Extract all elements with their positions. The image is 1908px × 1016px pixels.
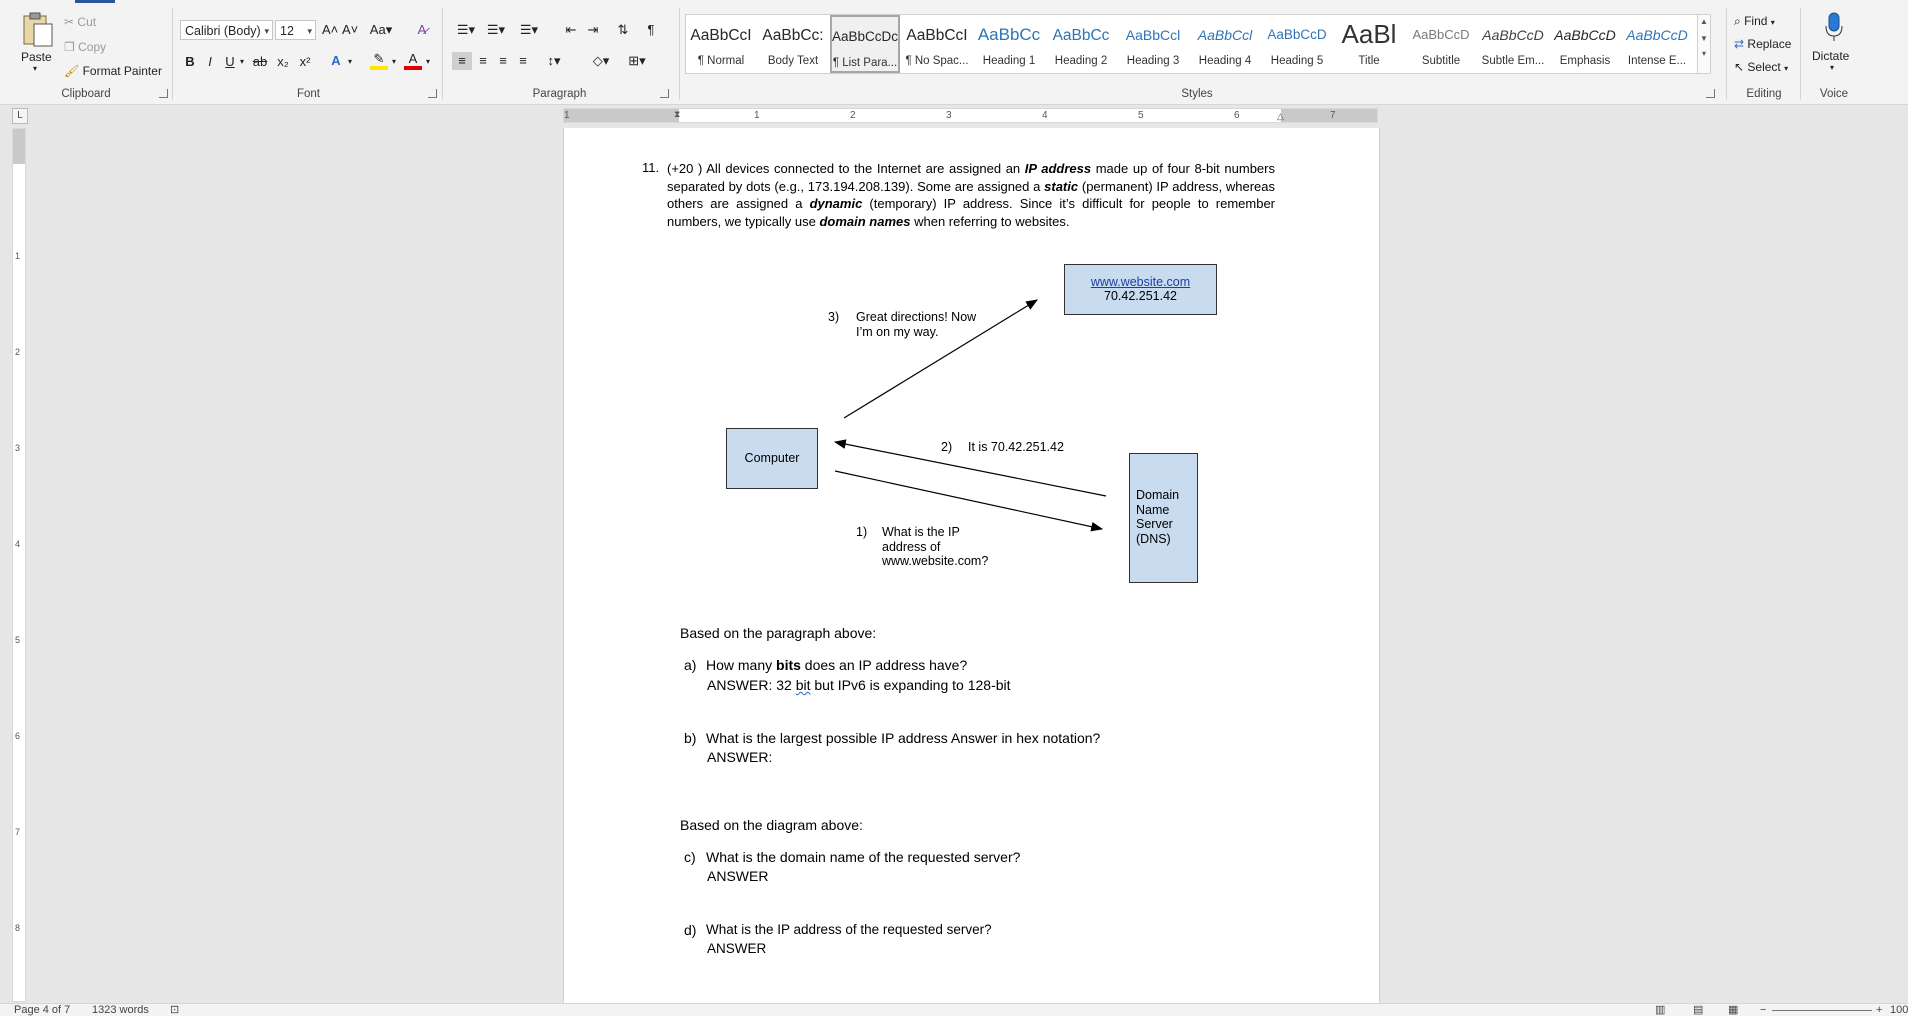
cursor-icon: ↖	[1734, 60, 1745, 74]
scroll-down-icon[interactable]: ▼	[1700, 34, 1708, 43]
question-letter: c)	[684, 849, 696, 865]
italic-button[interactable]: I	[208, 54, 212, 69]
ruler-number: 7	[1330, 110, 1336, 121]
indent-marker-icon[interactable]: ⧗	[674, 109, 681, 119]
style-preview: AaBbCc	[1052, 27, 1110, 44]
emphasis-text: domain names	[819, 213, 911, 229]
align-center-icon[interactable]: ≡	[479, 53, 487, 68]
style-preview: AaBbCcDc	[832, 29, 898, 44]
divider	[172, 8, 173, 100]
editing-group	[1730, 0, 1798, 104]
style-name: Intense E...	[1627, 55, 1687, 67]
shrink-font-button[interactable]: A˅	[342, 22, 359, 37]
style-body-text[interactable]	[758, 15, 828, 73]
paste-icon	[20, 12, 54, 48]
clipboard-group-label: Clipboard	[61, 88, 111, 100]
replace-label: Replace	[1747, 37, 1792, 51]
style-preview: AaBbCcD	[1626, 27, 1688, 43]
decrease-indent-icon[interactable]: ⇤	[565, 22, 577, 37]
answer-b[interactable]: ANSWER:	[707, 749, 773, 765]
ruler-number: 3	[946, 110, 952, 121]
question-bold: bits	[776, 657, 801, 673]
question-letter: b)	[684, 730, 697, 746]
line-spacing-icon[interactable]: ↕▾	[547, 53, 561, 68]
zoom-out-icon[interactable]: −	[1760, 1004, 1767, 1016]
emphasis-text: dynamic	[809, 196, 863, 211]
website-ip: 70.42.251.42	[1104, 289, 1177, 303]
read-mode-icon[interactable]: ▥	[1655, 1004, 1666, 1016]
question-a	[706, 657, 967, 673]
question-letter: d)	[684, 922, 697, 938]
step3-line: Great directions! Now	[856, 310, 977, 324]
format-painter-button[interactable]	[64, 64, 162, 78]
style-preview: AaBbCcl	[1125, 27, 1181, 43]
text-effects-icon[interactable]: A	[331, 53, 341, 68]
ruler-number: 5	[15, 635, 21, 645]
style-name: ¶ No Spac...	[905, 55, 969, 67]
style-preview: AaBbCcD	[1482, 27, 1544, 43]
show-marks-button[interactable]: ¶	[647, 22, 655, 37]
editing-group-label: Editing	[1746, 88, 1782, 100]
style-name: Body Text	[767, 55, 819, 67]
dictate-label: Dictate	[1812, 49, 1850, 63]
chevron-down-icon: ▾	[1784, 64, 1789, 73]
grow-font-button[interactable]: A˄	[322, 22, 339, 37]
change-case-button[interactable]: Aa▾	[369, 22, 393, 37]
answer-d[interactable]: ANSWER	[707, 941, 767, 956]
style-heading-2[interactable]	[1046, 15, 1116, 73]
style-heading-4[interactable]	[1190, 15, 1260, 73]
style-name: ¶ List Para...	[832, 57, 898, 69]
voice-group	[1804, 0, 1864, 104]
dns-label: Name	[1136, 502, 1170, 517]
increase-indent-icon[interactable]: ⇥	[587, 22, 599, 37]
copy-button[interactable]	[64, 40, 106, 54]
spelling-flag[interactable]: bit	[795, 677, 811, 693]
paragraph-text: when referring to websites.	[910, 213, 1070, 229]
paragraph-text: (permanent) IP address, whereas others are assigned a	[667, 178, 1275, 211]
cut-label: Cut	[77, 15, 97, 29]
zoom-in-icon[interactable]: +	[1876, 1004, 1883, 1016]
web-layout-icon[interactable]: ▦	[1728, 1004, 1739, 1016]
style-heading-3[interactable]	[1118, 15, 1188, 73]
step1-number: 1)	[856, 525, 868, 539]
select-button[interactable]	[1734, 60, 1788, 74]
question-letter: a)	[684, 657, 697, 673]
website-server-box	[1064, 264, 1217, 315]
chevron-down-icon[interactable]: ▾	[391, 57, 396, 66]
style-name: Emphasis	[1559, 55, 1611, 67]
divider	[679, 8, 680, 100]
paragraph-text: (temporary) IP address. Since it’s difficult for people to remember numbers, we typically use	[667, 196, 1276, 229]
style-name: Subtle Em...	[1481, 55, 1545, 67]
paragraph-launcher-icon[interactable]	[660, 89, 669, 98]
paragraph-text: (+20 ) All devices connected to the Internet are assigned an	[667, 161, 1025, 176]
style-name: Subtitle	[1421, 55, 1461, 67]
question-c: What is the domain name of the requested server?	[706, 849, 1021, 865]
style-list-paragraph[interactable]	[830, 15, 900, 73]
style-preview: AaBl	[1341, 19, 1397, 49]
style-name: Heading 3	[1126, 55, 1180, 67]
bold-button[interactable]: B	[185, 54, 195, 69]
clipboard-group	[0, 0, 172, 104]
copy-label: Copy	[78, 40, 107, 54]
chevron-down-icon: ▾	[264, 26, 269, 36]
ruler-number: 1	[15, 251, 21, 261]
align-right-icon[interactable]: ≡	[499, 53, 507, 68]
chevron-down-icon[interactable]: ▾	[425, 57, 430, 66]
answer-a[interactable]	[707, 677, 1011, 693]
computer-box	[726, 428, 818, 489]
emphasis-text: IP address	[1024, 161, 1092, 176]
styles-group-label: Styles	[1181, 88, 1213, 100]
font-group	[176, 0, 441, 104]
chevron-down-icon[interactable]: ▾	[239, 57, 244, 66]
font-size-value: 12	[280, 24, 294, 38]
ruler-number: 4	[15, 539, 21, 549]
ruler-number: 7	[15, 827, 21, 837]
multilevel-list-icon[interactable]: ☰▾	[519, 22, 539, 37]
computer-label: Computer	[744, 451, 800, 465]
copy-icon: ❐	[64, 40, 75, 54]
superscript-button[interactable]: x²	[299, 54, 311, 69]
voice-group-label: Voice	[1819, 88, 1849, 100]
right-margin	[1281, 109, 1377, 122]
styles-gallery	[685, 14, 1699, 74]
underline-button[interactable]: U	[225, 54, 235, 69]
font-group-label: Font	[296, 88, 320, 100]
paste-label: Paste	[21, 50, 52, 64]
borders-icon[interactable]: ⊞▾	[628, 53, 646, 68]
question-d: What is the IP address of the requested server?	[706, 922, 992, 937]
section-heading: Based on the diagram above:	[680, 817, 863, 833]
styles-launcher-icon[interactable]	[1706, 89, 1715, 98]
step3-number: 3)	[828, 310, 840, 324]
cut-button[interactable]	[64, 15, 96, 29]
chevron-down-icon: ▾	[1830, 63, 1835, 72]
chevron-down-icon[interactable]: ▾	[33, 64, 38, 73]
status-bar	[0, 1003, 1908, 1016]
proofing-icon[interactable]: ⊡	[170, 1004, 180, 1016]
style-name: Heading 4	[1198, 55, 1252, 67]
divider	[1726, 8, 1727, 100]
font-color-icon[interactable]: A	[404, 52, 422, 70]
style-name: Title	[1358, 55, 1380, 67]
ruler-number: 6	[1234, 110, 1240, 121]
ruler-number: 5	[1138, 110, 1144, 121]
page-count[interactable]: Page 4 of 7	[14, 1004, 71, 1016]
style-preview: AaBbCc	[977, 25, 1041, 44]
select-label: Select	[1747, 60, 1781, 74]
font-size-select[interactable]	[275, 20, 316, 40]
paintbrush-icon: 🖌	[64, 64, 80, 78]
style-preview: AaBbCcI	[906, 27, 968, 44]
step3-label	[856, 310, 976, 339]
replace-button[interactable]	[1734, 37, 1791, 51]
question-text: How many	[706, 657, 777, 673]
print-layout-icon[interactable]: ▤	[1693, 1004, 1704, 1016]
ruler-number: 2	[850, 110, 856, 121]
ribbon	[0, 0, 1908, 105]
step1-line: www.website.com?	[882, 554, 989, 568]
paragraph-group	[446, 0, 673, 104]
style-emphasis[interactable]	[1550, 15, 1620, 73]
style-name: ¶ Normal	[697, 55, 745, 67]
clear-formatting-icon[interactable]: A̷	[417, 22, 427, 37]
styles-scroll[interactable]	[1697, 14, 1711, 74]
question-text: does an IP address have?	[800, 657, 968, 673]
style-preview: AaBbCc:	[762, 27, 824, 44]
scroll-up-icon[interactable]: ▲	[1700, 17, 1708, 26]
subscript-button[interactable]: x₂	[277, 54, 289, 69]
ruler-number: 2	[15, 347, 21, 357]
divider	[442, 8, 443, 100]
ruler-number: 6	[15, 731, 21, 741]
style-normal[interactable]	[686, 15, 756, 73]
shading-icon[interactable]: ◇▾	[592, 53, 610, 68]
style-preview: AaBbCcI	[690, 27, 752, 44]
ruler-number: 4	[1042, 110, 1048, 121]
style-name: Heading 1	[982, 55, 1036, 67]
step3-line: I’m on my way.	[856, 324, 939, 339]
style-heading-5[interactable]	[1262, 15, 1332, 73]
style-no-spacing[interactable]	[902, 15, 972, 73]
justify-icon[interactable]: ≡	[519, 53, 527, 68]
website-url-link[interactable]: www.website.com	[1090, 275, 1191, 289]
right-indent-icon[interactable]: △	[1277, 111, 1284, 121]
ruler-number: 1	[754, 110, 760, 121]
divider	[1800, 8, 1801, 100]
chevron-down-icon[interactable]: ▾	[347, 57, 352, 66]
vertical-ruler[interactable]	[12, 128, 26, 1002]
style-intense-emphasis[interactable]	[1622, 15, 1692, 73]
dns-label: (DNS)	[1136, 531, 1171, 546]
question-b: What is the largest possible IP address Answer in hex notation?	[706, 730, 1101, 746]
style-preview: AaBbCcD	[1554, 27, 1616, 43]
step1-line: What is the IP	[882, 525, 960, 539]
ruler-number: 1	[564, 110, 570, 121]
style-title[interactable]	[1334, 15, 1404, 73]
strikethrough-button[interactable]: ab	[252, 54, 268, 69]
answer-text: ANSWER: 32	[707, 677, 796, 693]
step1-label	[882, 525, 988, 569]
word-count[interactable]: 1323 words	[92, 1004, 149, 1016]
change-case-label: Aa	[369, 22, 386, 37]
horizontal-ruler[interactable]	[563, 108, 1378, 123]
zoom-slider[interactable]	[1772, 1010, 1872, 1011]
microphone-icon	[1824, 12, 1844, 42]
style-name: Heading 2	[1054, 55, 1108, 67]
scissors-icon: ✂	[64, 15, 75, 29]
font-family-select[interactable]	[180, 20, 273, 40]
find-label: Find	[1744, 14, 1768, 28]
section-heading: Based on the paragraph above:	[680, 625, 877, 641]
dns-label: Server	[1136, 517, 1173, 531]
chevron-down-icon: ▾	[307, 26, 312, 36]
style-preview: AaBbCcl	[1197, 27, 1253, 43]
format-painter-label: Format Painter	[82, 64, 162, 78]
dictate-button[interactable]	[1810, 12, 1858, 76]
style-heading-1[interactable]	[974, 15, 1044, 73]
style-subtle-emphasis[interactable]	[1478, 15, 1548, 73]
question-number: 11.	[642, 160, 660, 175]
step2-number: 2)	[941, 440, 953, 454]
find-button[interactable]	[1734, 14, 1775, 29]
ruler-number: 3	[15, 443, 21, 453]
chevron-down-icon: ▾	[1770, 18, 1775, 27]
zoom-level[interactable]: 100	[1890, 1004, 1908, 1016]
align-left-icon[interactable]: ≡	[452, 52, 472, 70]
style-preview: AaBbCcD	[1412, 27, 1470, 42]
arrow-step1	[835, 471, 1102, 529]
ruler-number: 8	[15, 923, 21, 933]
style-preview: AaBbCcD	[1267, 27, 1327, 42]
document-page[interactable]	[563, 128, 1380, 1004]
search-icon: ⌕	[1734, 14, 1741, 28]
paragraph-text: made up of four 8-bit numbers separated by dots (e.g., 173.194.208.139). Some are assigned a	[667, 161, 1275, 194]
answer-c[interactable]: ANSWER	[707, 868, 769, 884]
more-styles-icon[interactable]: ▾	[1701, 49, 1706, 58]
replace-icon: ⇄	[1734, 37, 1745, 51]
emphasis-text: static	[1044, 178, 1079, 194]
style-name: Heading 5	[1270, 55, 1324, 67]
sort-icon[interactable]: ⇅	[617, 22, 629, 37]
step1-line: address of	[882, 539, 941, 554]
tab-selector-icon[interactable]: L	[12, 108, 28, 124]
left-margin	[564, 109, 679, 122]
style-subtitle[interactable]	[1406, 15, 1476, 73]
numbering-icon[interactable]: ☰▾	[486, 22, 506, 37]
paste-button[interactable]	[14, 10, 60, 78]
dns-label: Domain	[1136, 488, 1180, 502]
answer-text: but IPv6 is expanding to 128-bit	[810, 677, 1011, 693]
step2-label: It is 70.42.251.42	[968, 440, 1064, 454]
font-launcher-icon[interactable]	[428, 89, 437, 98]
paragraph-group-label: Paragraph	[532, 88, 587, 100]
highlight-icon[interactable]: ✎	[370, 52, 388, 70]
bullets-icon[interactable]: ☰▾	[456, 22, 476, 37]
dns-box	[1129, 453, 1198, 583]
font-family-value: Calibri (Body)	[185, 24, 261, 38]
top-margin	[13, 129, 25, 164]
clipboard-launcher-icon[interactable]	[159, 89, 168, 98]
